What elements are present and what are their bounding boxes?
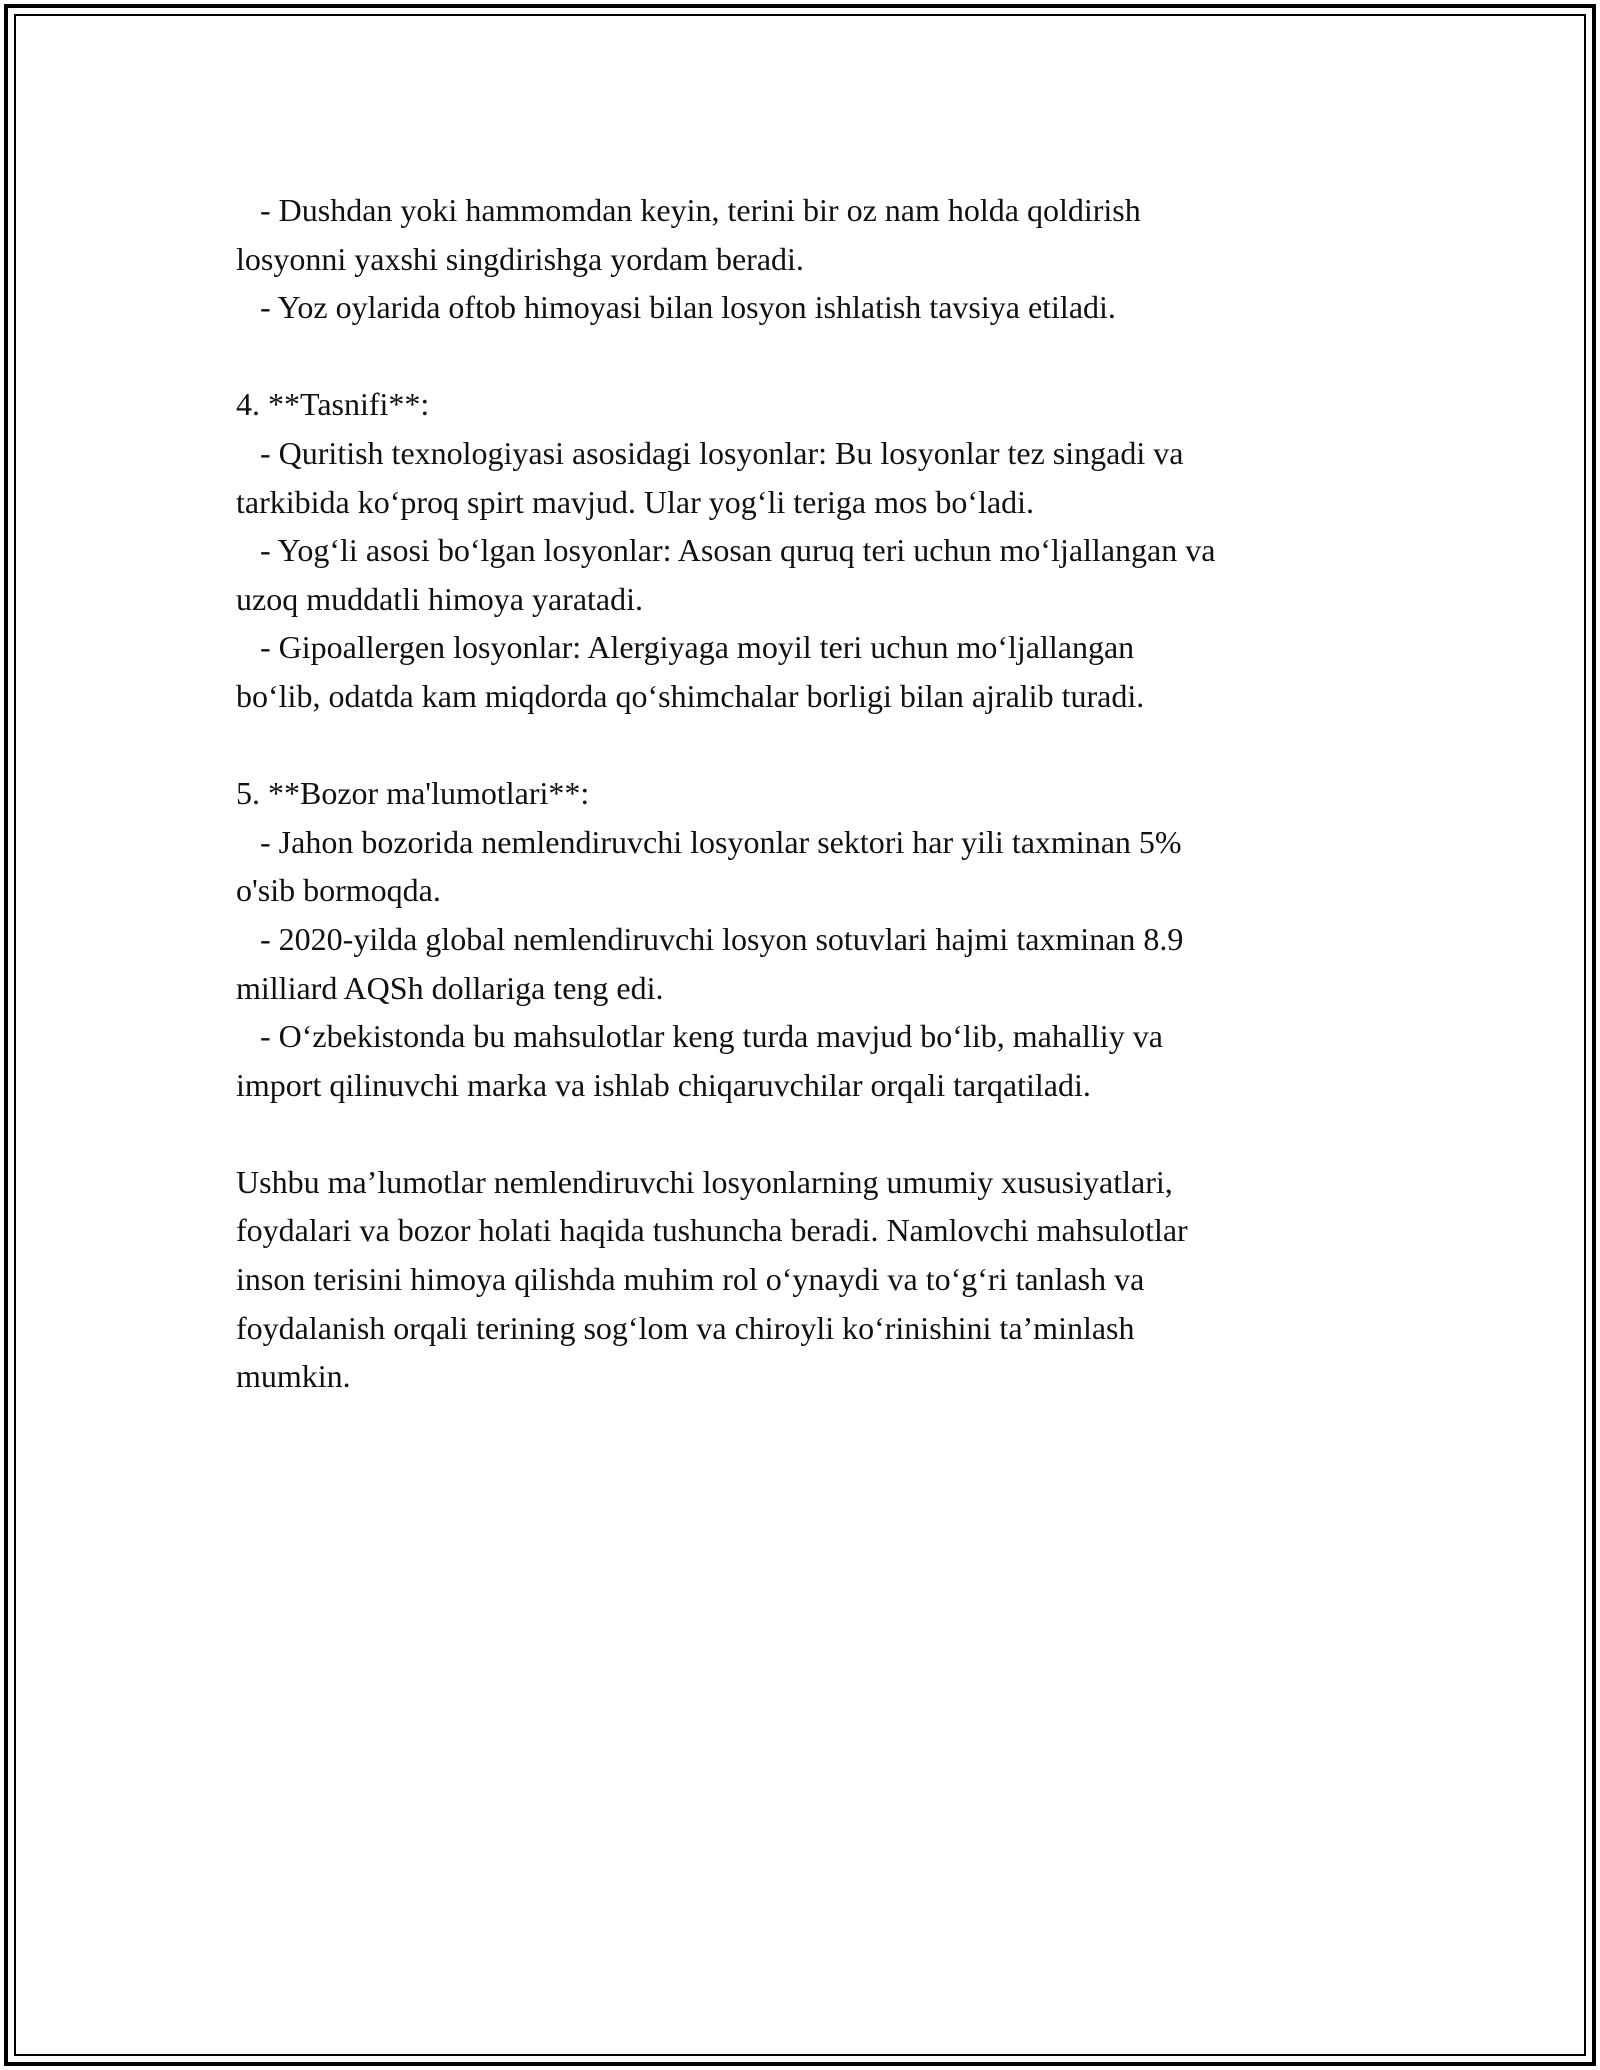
- blank-line: [236, 332, 1416, 381]
- text-line: - 2020-yilda global nemlendiruvchi losyon sotuvlari hajmi taxminan 8.9: [236, 920, 1184, 957]
- blank-line: [236, 1109, 1416, 1158]
- text-line: bo‘lib, odatda kam miqdorda qo‘shimchalar borligi bilan ajralib turadi.: [236, 677, 1145, 714]
- blank-line: [236, 721, 1416, 770]
- text-line: foydalanish orqali terining sog‘lom va chiroyli ko‘rinishini ta’minlash: [236, 1309, 1135, 1346]
- text-line: - Quritish texnologiyasi asosidagi losyonlar: Bu losyonlar tez singadi va: [236, 434, 1184, 471]
- text-line: import qilinuvchi marka va ishlab chiqaruvchilar orqali tarqatiladi.: [236, 1066, 1091, 1103]
- text-line: milliard AQSh dollariga teng edi.: [236, 969, 664, 1006]
- text-line: - Yog‘li asosi bo‘lgan losyonlar: Asosan quruq teri uchun mo‘ljallangan va: [236, 532, 1216, 569]
- text-line: inson terisini himoya qilishda muhim rol o‘ynaydi va to‘g‘ri tanlash va: [236, 1261, 1145, 1298]
- text-line: - Jahon bozorida nemlendiruvchi losyonlar sektori har yili taxminan 5%: [236, 823, 1182, 860]
- text-line: foydalari va bozor holati haqida tushuncha beradi. Namlovchi mahsulotlar: [236, 1212, 1188, 1249]
- text-line: mumkin.: [236, 1358, 351, 1395]
- text-line: losyonni yaxshi singdirishga yordam beradi.: [236, 240, 804, 277]
- text-line: tarkibida ko‘proq spirt mavjud. Ular yog‘li teriga mos bo‘ladi.: [236, 483, 1035, 520]
- text-line: - Gipoallergen losyonlar: Alergiyaga moyil teri uchun mo‘ljallangan: [236, 629, 1135, 666]
- text-line: - Yoz oylarida oftob himoyasi bilan losyon ishlatish tavsiya etiladi.: [236, 289, 1116, 326]
- text-line: uzoq muddatli himoya yaratadi.: [236, 580, 643, 617]
- text-line: - Dushdan yoki hammomdan keyin, terini bir oz nam holda qoldirish: [236, 192, 1141, 228]
- section-heading: 4. **Tasnifi**:: [236, 386, 430, 423]
- text-line: Ushbu ma’lumotlar nemlendiruvchi losyonlarning umumiy xususiyatlari,: [236, 1163, 1173, 1200]
- text-line: o'sib bormoqda.: [236, 872, 441, 909]
- section-heading: 5. **Bozor ma'lumotlari**:: [236, 775, 590, 812]
- text-line: - O‘zbekistonda bu mahsulotlar keng turda mavjud bo‘lib, mahalliy va: [236, 1018, 1163, 1055]
- document-body: [236, 186, 1416, 1401]
